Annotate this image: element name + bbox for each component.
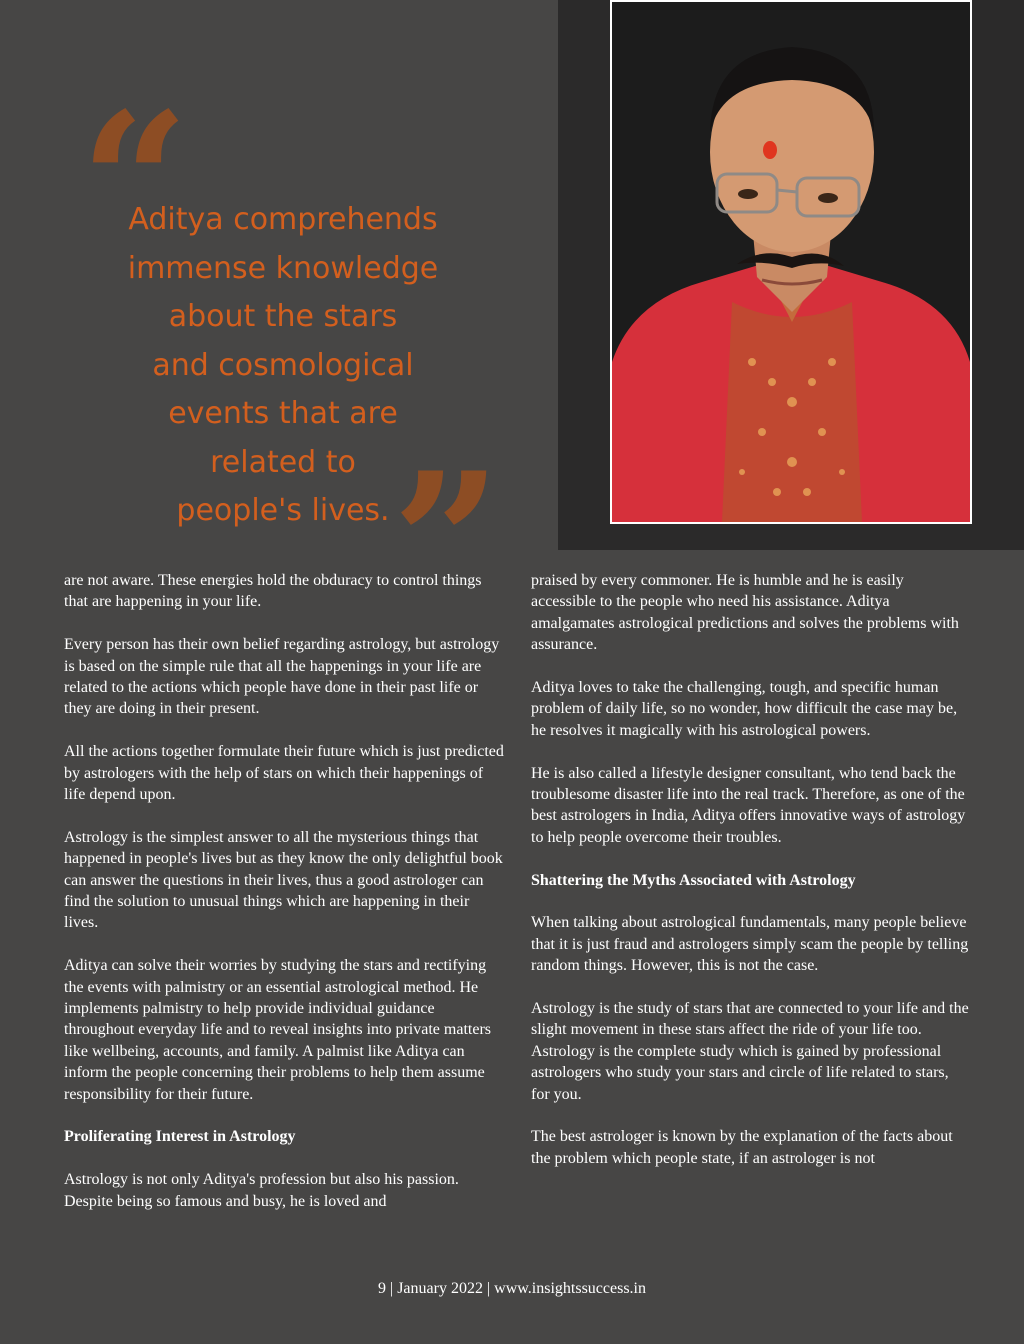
paragraph: Every person has their own belief regarding astrology, but astrology is based on the simple rule that all the happenings in your life are related to the actions which people have done in their past life or they are doing in their present. <box>64 636 500 718</box>
page-footer: 9 | January 2022 | www.insightssuccess.in <box>377 1280 646 1297</box>
pull-quote-line: Aditya comprehends <box>128 202 438 237</box>
pull-quote-line: about the stars <box>168 299 398 334</box>
pull-quote-line: events that are <box>168 396 398 431</box>
paragraph: Astrology is the simplest answer to all the mysterious things that happened in people's lives but as they know the only delightful book can answer the questions in their lives, thus a good astrologer can find the solution to unusual things which are happening in their lives. <box>64 828 503 932</box>
paragraph: are not aware. These energies hold the obduracy to control things that are happening in your life. <box>64 572 482 611</box>
paragraph: When talking about astrological fundamentals, many people believe that it is just fraud and astrologers simply scam the people by telling random things. However, this is not the case. <box>531 914 969 975</box>
pull-quote-line: people's lives. <box>176 493 390 528</box>
paragraph: Astrology is not only Aditya's profession but also his passion. Despite being so famous and busy, he is loved and <box>64 1171 459 1210</box>
paragraph: praised by every commoner. He is humble and he is easily accessible to the people who need his assistance. Aditya amalgamates astrological predictions and solves the problems with assurance. <box>531 572 959 654</box>
paragraph: All the actions together formulate their future which is just predicted by astrologers with the help of stars on which their happenings of life depend upon. <box>64 743 504 804</box>
pull-quote-line: immense knowledge <box>127 250 439 286</box>
paragraph: The best astrologer is known by the explanation of the facts about the problem which people state, if an astrologer is not <box>531 1128 953 1167</box>
paragraph: Astrology is the study of stars that are connected to your life and the slight movement in these stars affect the ride of your life too. Astrology is the complete study which is gained by professional astrologers who study your stars and circle of life related to stars, for you. <box>531 1000 969 1103</box>
portrait-frame <box>610 0 972 524</box>
portrait-illustration <box>612 2 970 522</box>
pull-quote-line: and cosmological <box>152 347 414 383</box>
section-heading: Proliferating Interest in Astrology <box>64 1128 296 1146</box>
right-column <box>531 570 971 1191</box>
section-heading: Shattering the Myths Associated with Astrology <box>531 871 856 889</box>
right-double-quote-icon: ” <box>392 431 502 654</box>
left-column <box>64 570 504 1233</box>
paragraph: He is also called a lifestyle designer consultant, who tend back the troublesome disaster life into the real track. Therefore, as one of the best astrologers in India, Aditya offers innovative ways of astrology to help people overcome their troubles. <box>531 764 966 846</box>
paragraph: Aditya loves to take the challenging, tough, and specific human problem of daily life, so no wonder, how difficult the case may be, he resolves it magically with his astrological powers. <box>531 679 958 739</box>
paragraph: Aditya can solve their worries by studying the stars and rectifying the events with palmistry or an essential astrological method. He implements palmistry to help provide individual guidance throughout everyday life and to reveal insights into private matters like wellbeing, accounts, and family. A palmist like Aditya can inform the people concerning their problems to help them assume responsibility for their future. <box>64 957 491 1103</box>
portrait-photo <box>612 2 970 522</box>
pull-quote-line: related to <box>210 444 356 480</box>
left-double-quote-icon: “ <box>80 71 190 294</box>
